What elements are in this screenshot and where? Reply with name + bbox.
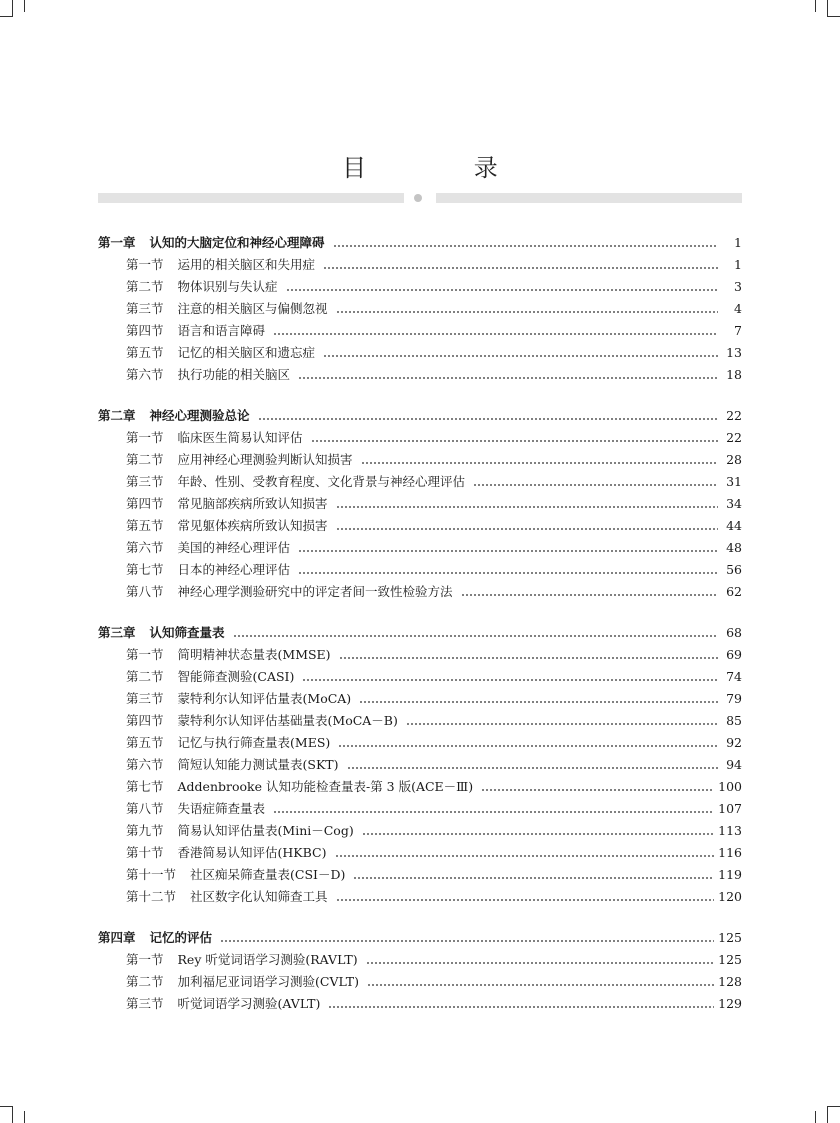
dot-leader	[336, 311, 718, 314]
page-number: 107	[718, 801, 742, 816]
section-number: 第六节	[126, 540, 164, 555]
dot-leader	[258, 418, 718, 421]
section-number: 第八节	[126, 584, 164, 599]
section-title: 听觉词语学习测验(AVLT)	[177, 996, 321, 1011]
section-title: 简易认知评估量表(Mini－Cog)	[177, 823, 354, 838]
section-title: Rey 听觉词语学习测验(RAVLT)	[177, 952, 358, 967]
section-title: 失语症筛查量表	[177, 801, 266, 816]
section-title: 社区数字化认知筛查工具	[190, 889, 328, 904]
toc-entry-label	[126, 645, 331, 663]
section-title: 记忆与执行筛查量表(MES)	[177, 735, 331, 750]
section-title: 常见躯体疾病所致认知损害	[177, 518, 328, 533]
dot-leader	[461, 594, 718, 597]
toc-entry-label	[126, 299, 328, 317]
toc-section-entry[interactable]	[98, 777, 742, 799]
page-number: 68	[726, 625, 742, 640]
toc-section-entry[interactable]	[98, 645, 742, 667]
toc-entry-label	[126, 343, 315, 361]
toc-section-entry[interactable]	[98, 799, 742, 821]
toc-entry-label	[98, 928, 212, 946]
page-number: 92	[726, 735, 742, 750]
dot-leader	[473, 484, 718, 487]
section-number: 第三节	[126, 996, 164, 1011]
chapter-number: 第二章	[98, 408, 136, 423]
section-title: 蒙特利尔认知评估基础量表(MoCA－B)	[177, 713, 398, 728]
page-number: 7	[734, 323, 742, 338]
dot-leader	[339, 657, 718, 660]
section-number: 第一节	[126, 952, 164, 967]
dot-leader	[336, 899, 715, 902]
toc-section-entry[interactable]	[98, 299, 742, 321]
toc-entry-label	[98, 233, 325, 251]
dot-leader	[298, 572, 718, 575]
page-number: 22	[726, 408, 742, 423]
toc-section-entry[interactable]	[98, 821, 742, 843]
toc-section-entry[interactable]	[98, 277, 742, 299]
toc-entry-label	[126, 255, 315, 273]
section-number: 第十节	[126, 845, 164, 860]
toc-entry-label	[126, 755, 339, 773]
section-number: 第二节	[126, 974, 164, 989]
toc-entry-label	[126, 516, 328, 534]
section-title: 智能筛查测验(CASI)	[177, 669, 295, 684]
dot-leader	[353, 877, 714, 880]
toc-chapter-block	[98, 406, 742, 604]
page-title: 目 录	[342, 154, 548, 182]
toc-section-entry[interactable]	[98, 516, 742, 538]
toc-entry-label	[126, 494, 328, 512]
toc-entry-label	[126, 733, 330, 751]
crop-mark	[12, 1106, 13, 1123]
crop-mark	[827, 0, 828, 17]
toc-section-entry[interactable]	[98, 843, 742, 865]
section-title: 运用的相关脑区和失用症	[177, 257, 316, 272]
chapter-number: 第三章	[98, 625, 136, 640]
page-number: 13	[726, 345, 742, 360]
section-number: 第六节	[126, 757, 164, 772]
page-number: 44	[726, 518, 742, 533]
crop-mark	[12, 0, 13, 17]
toc-entry-label	[126, 365, 290, 383]
toc-chapter-entry[interactable]	[98, 623, 742, 645]
toc-chapter-block	[98, 928, 742, 1016]
page-number: 125	[718, 952, 742, 967]
toc-section-entry[interactable]	[98, 343, 742, 365]
section-title: 年龄、性别、受教育程度、文化背景与神经心理评估	[177, 474, 466, 489]
toc-chapter-entry[interactable]	[98, 406, 742, 428]
crop-mark	[828, 16, 840, 17]
toc-section-entry[interactable]	[98, 255, 742, 277]
toc-section-entry[interactable]	[98, 582, 742, 604]
toc-section-entry[interactable]	[98, 950, 742, 972]
dot-leader	[220, 940, 714, 943]
toc-section-entry[interactable]	[98, 560, 742, 582]
crop-mark	[828, 1106, 840, 1107]
page-number: 18	[726, 367, 742, 382]
dot-leader	[286, 289, 718, 292]
section-number: 第三节	[126, 691, 164, 706]
section-number: 第九节	[126, 823, 164, 838]
title-rule-right	[436, 193, 742, 203]
dot-leader	[335, 855, 715, 858]
crop-mark	[815, 0, 816, 12]
section-title: 蒙特利尔认知评估量表(MoCA)	[177, 691, 352, 706]
section-number: 第五节	[126, 518, 164, 533]
toc-section-entry[interactable]	[98, 887, 742, 909]
toc-section-entry[interactable]	[98, 494, 742, 516]
toc-entry-label	[126, 994, 320, 1012]
dot-leader	[481, 789, 714, 792]
page-number: 100	[718, 779, 742, 794]
title-rule-dot	[414, 194, 422, 202]
toc-entry-label	[126, 865, 345, 883]
toc-section-entry[interactable]	[98, 365, 742, 387]
toc-entry-label	[126, 582, 453, 600]
section-number: 第六节	[126, 367, 164, 382]
crop-mark	[815, 1111, 816, 1123]
toc-entry-label	[126, 972, 359, 990]
toc-entry-label	[126, 950, 358, 968]
section-number: 第五节	[126, 735, 164, 750]
crop-mark	[827, 1106, 828, 1123]
toc-section-entry[interactable]	[98, 472, 742, 494]
page-number: 69	[726, 647, 742, 662]
section-title: 神经心理学测验研究中的评定者间一致性检验方法	[177, 584, 453, 599]
toc-entry-label	[126, 450, 353, 468]
section-number: 第一节	[126, 647, 164, 662]
dot-leader	[233, 635, 718, 638]
dot-leader	[338, 745, 718, 748]
dot-leader	[302, 679, 718, 682]
page-number: 4	[734, 301, 742, 316]
section-number: 第十二节	[126, 889, 177, 904]
page-number: 128	[718, 974, 742, 989]
section-number: 第十一节	[126, 867, 177, 882]
toc-entry-label	[126, 711, 398, 729]
toc-entry-label	[126, 777, 473, 795]
chapter-number: 第四章	[98, 930, 136, 945]
dot-leader	[406, 723, 718, 726]
toc-entry-label	[126, 799, 265, 817]
page-number: 62	[726, 584, 742, 599]
section-number: 第七节	[126, 562, 164, 577]
dot-leader	[336, 506, 718, 509]
section-title: 语言和语言障碍	[177, 323, 266, 338]
toc-entry-label	[126, 472, 465, 490]
toc-entry-label	[98, 406, 250, 424]
page-number: 1	[734, 257, 742, 272]
dot-leader	[298, 377, 718, 380]
toc-section-entry[interactable]	[98, 428, 742, 450]
page-number: 94	[726, 757, 742, 772]
crop-mark	[0, 1106, 12, 1107]
toc-entry-label	[126, 821, 354, 839]
toc-entry-label	[126, 843, 327, 861]
chapter-title: 神经心理测验总论	[149, 408, 250, 423]
section-number: 第二节	[126, 669, 164, 684]
toc-chapter-block	[98, 623, 742, 909]
toc-section-entry[interactable]	[98, 755, 742, 777]
page-number: 74	[726, 669, 742, 684]
toc-entry-label	[126, 689, 351, 707]
title-rule-left	[98, 193, 404, 203]
section-title: 执行功能的相关脑区	[177, 367, 291, 382]
toc-section-entry[interactable]	[98, 733, 742, 755]
toc-section-entry[interactable]	[98, 972, 742, 994]
section-number: 第五节	[126, 345, 164, 360]
toc-section-entry[interactable]	[98, 689, 742, 711]
toc-entry-label	[98, 623, 225, 641]
section-title: 简明精神状态量表(MMSE)	[177, 647, 331, 662]
section-title: 日本的神经心理评估	[177, 562, 291, 577]
toc-entry-label	[126, 887, 328, 905]
toc-entry-label	[126, 560, 290, 578]
toc-section-entry[interactable]	[98, 538, 742, 560]
section-number: 第一节	[126, 430, 164, 445]
page-number: 129	[718, 996, 742, 1011]
dot-leader	[361, 462, 718, 465]
toc-section-entry[interactable]	[98, 994, 742, 1016]
chapter-title: 认知的大脑定位和神经心理障碍	[149, 235, 325, 250]
section-title: 简短认知能力测试量表(SKT)	[177, 757, 339, 772]
chapter-title: 记忆的评估	[149, 930, 213, 945]
section-number: 第七节	[126, 779, 164, 794]
page-number: 1	[734, 235, 742, 250]
dot-leader	[359, 701, 718, 704]
dot-leader	[311, 440, 718, 443]
section-title: 社区痴呆筛查量表(CSI－D)	[190, 867, 346, 882]
dot-leader	[298, 550, 718, 553]
dot-leader	[362, 833, 714, 836]
dot-leader	[333, 245, 718, 248]
toc-section-entry[interactable]	[98, 667, 742, 689]
section-title: 香港简易认知评估(HKBC)	[177, 845, 327, 860]
section-number: 第四节	[126, 496, 164, 511]
toc-section-entry[interactable]	[98, 450, 742, 472]
dot-leader	[328, 1006, 714, 1009]
crop-mark	[0, 16, 12, 17]
page-number: 120	[718, 889, 742, 904]
page-number: 125	[718, 930, 742, 945]
dot-leader	[323, 267, 718, 270]
dot-leader	[347, 767, 718, 770]
toc-chapter-entry[interactable]	[98, 928, 742, 950]
toc-entry-label	[126, 321, 265, 339]
chapter-number: 第一章	[98, 235, 136, 250]
toc-section-entry[interactable]	[98, 321, 742, 343]
page-number: 79	[726, 691, 742, 706]
crop-mark	[24, 1111, 25, 1123]
page-number: 85	[726, 713, 742, 728]
crop-mark	[24, 0, 25, 12]
toc-entry-label	[126, 428, 303, 446]
dot-leader	[273, 333, 718, 336]
chapter-title: 认知筛查量表	[149, 625, 225, 640]
section-number: 第二节	[126, 452, 164, 467]
toc-entry-label	[126, 277, 278, 295]
page-number: 31	[726, 474, 742, 489]
section-title: 美国的神经心理评估	[177, 540, 291, 555]
section-number: 第四节	[126, 323, 164, 338]
section-title: 加利福尼亚词语学习测验(CVLT)	[177, 974, 359, 989]
toc-section-entry[interactable]	[98, 711, 742, 733]
page-number: 3	[734, 279, 742, 294]
page-number: 48	[726, 540, 742, 555]
dot-leader	[366, 962, 715, 965]
toc-entry-label	[126, 538, 290, 556]
page-number: 116	[718, 845, 742, 860]
dot-leader	[336, 528, 718, 531]
section-title: 应用神经心理测验判断认知损害	[177, 452, 353, 467]
section-number: 第一节	[126, 257, 164, 272]
section-title: 记忆的相关脑区和遗忘症	[177, 345, 316, 360]
page-number: 22	[726, 430, 742, 445]
toc-chapter-entry[interactable]	[98, 233, 742, 255]
page-number: 113	[718, 823, 742, 838]
table-of-contents	[98, 233, 742, 1035]
section-title: 注意的相关脑区与偏侧忽视	[177, 301, 328, 316]
toc-section-entry[interactable]	[98, 865, 742, 887]
section-number: 第三节	[126, 474, 164, 489]
section-number: 第三节	[126, 301, 164, 316]
section-title: 常见脑部疾病所致认知损害	[177, 496, 328, 511]
section-title: 物体识别与失认症	[177, 279, 278, 294]
page-number: 28	[726, 452, 742, 467]
toc-entry-label	[126, 667, 294, 685]
section-number: 第二节	[126, 279, 164, 294]
dot-leader	[367, 984, 714, 987]
page-number: 56	[726, 562, 742, 577]
dot-leader	[273, 811, 714, 814]
page-number: 34	[726, 496, 742, 511]
section-number: 第四节	[126, 713, 164, 728]
section-title: Addenbrooke 认知功能检查量表-第 3 版(ACE－Ⅲ)	[177, 779, 474, 794]
toc-chapter-block	[98, 233, 742, 387]
section-title: 临床医生简易认知评估	[177, 430, 303, 445]
section-number: 第八节	[126, 801, 164, 816]
page-number: 119	[718, 867, 742, 882]
dot-leader	[323, 355, 718, 358]
